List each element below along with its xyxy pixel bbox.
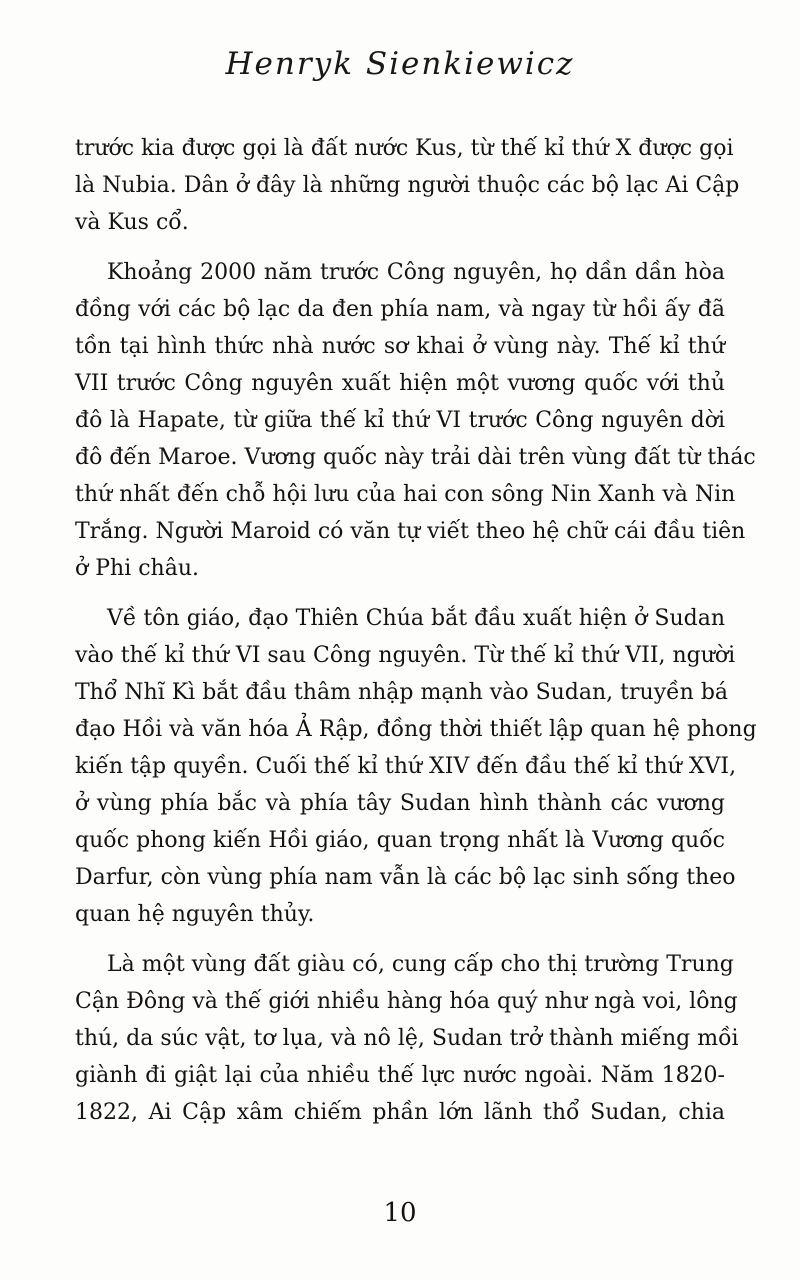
paragraph	[75, 254, 756, 587]
text-line: đồng với các bộ lạc da đen phía nam, và ngay từ hồi ấy đã	[75, 297, 725, 322]
text-line: tồn tại hình thức nhà nước sơ khai ở vùng này. Thế kỉ thứ	[75, 334, 725, 359]
text-line: Thổ Nhĩ Kì bắt đầu thâm nhập mạnh vào Sudan, truyền bá	[75, 680, 729, 705]
text-line: trước kia được gọi là đất nước Kus, từ thế kỉ thứ X được gọi	[75, 136, 734, 161]
text-block	[75, 130, 757, 1144]
running-header-author: Henryk Sienkiewicz	[225, 46, 575, 82]
text-line: kiến tập quyền. Cuối thế kỉ thứ XIV đến đầu thế kỉ thứ XVI,	[75, 754, 737, 779]
text-line: Là một vùng đất giàu có, cung cấp cho thị trường Trung	[107, 952, 734, 977]
paragraph	[75, 130, 740, 241]
text-line: đạo Hồi và văn hóa Ả Rập, đồng thời thiết lập quan hệ phong	[75, 717, 757, 742]
text-line: VII trước Công nguyên xuất hiện một vương quốc với thủ	[75, 371, 725, 396]
text-line: Trắng. Người Maroid có văn tự viết theo hệ chữ cái đầu tiên	[75, 519, 746, 544]
text-line: thứ nhất đến chỗ hội lưu của hai con sông Nin Xanh và Nin	[75, 482, 736, 507]
text-line: Darfur, còn vùng phía nam vẫn là các bộ lạc sinh sống theo	[75, 865, 736, 890]
text-line: vào thế kỉ thứ VI sau Công nguyên. Từ thế kỉ thứ VII, người	[75, 643, 736, 668]
text-line: Khoảng 2000 năm trước Công nguyên, họ dần dần hòa	[107, 260, 725, 285]
text-line: đô là Hapate, từ giữa thế kỉ thứ VI trước Công nguyên dời	[75, 408, 725, 433]
text-line: 1822, Ai Cập xâm chiếm phần lớn lãnh thổ Sudan, chia	[75, 1100, 725, 1125]
paragraph	[75, 600, 757, 933]
text-line: đô đến Maroe. Vương quốc này trải dài trên vùng đất từ thác	[75, 445, 756, 470]
text-line: giành đi giật lại của nhiều thế lực nước ngoài. Năm 1820-	[75, 1063, 725, 1088]
text-line: quan hệ nguyên thủy.	[75, 902, 315, 927]
text-line: thú, da súc vật, tơ lụa, và nô lệ, Sudan trở thành miếng mồi	[75, 1026, 739, 1051]
text-line: và Kus cổ.	[75, 210, 189, 235]
text-line: Cận Đông và thế giới nhiều hàng hóa quý như ngà voi, lông	[75, 989, 738, 1014]
text-line: ở Phi châu.	[75, 556, 200, 581]
text-line: ở vùng phía bắc và phía tây Sudan hình thành các vương	[75, 791, 725, 816]
page-number: 10	[383, 1198, 417, 1228]
text-line: Về tôn giáo, đạo Thiên Chúa bắt đầu xuất hiện ở Sudan	[107, 606, 725, 631]
text-line: là Nubia. Dân ở đây là những người thuộc các bộ lạc Ai Cập	[75, 173, 740, 198]
text-line: quốc phong kiến Hồi giáo, quan trọng nhất là Vương quốc	[75, 828, 725, 853]
paragraph	[75, 946, 739, 1131]
